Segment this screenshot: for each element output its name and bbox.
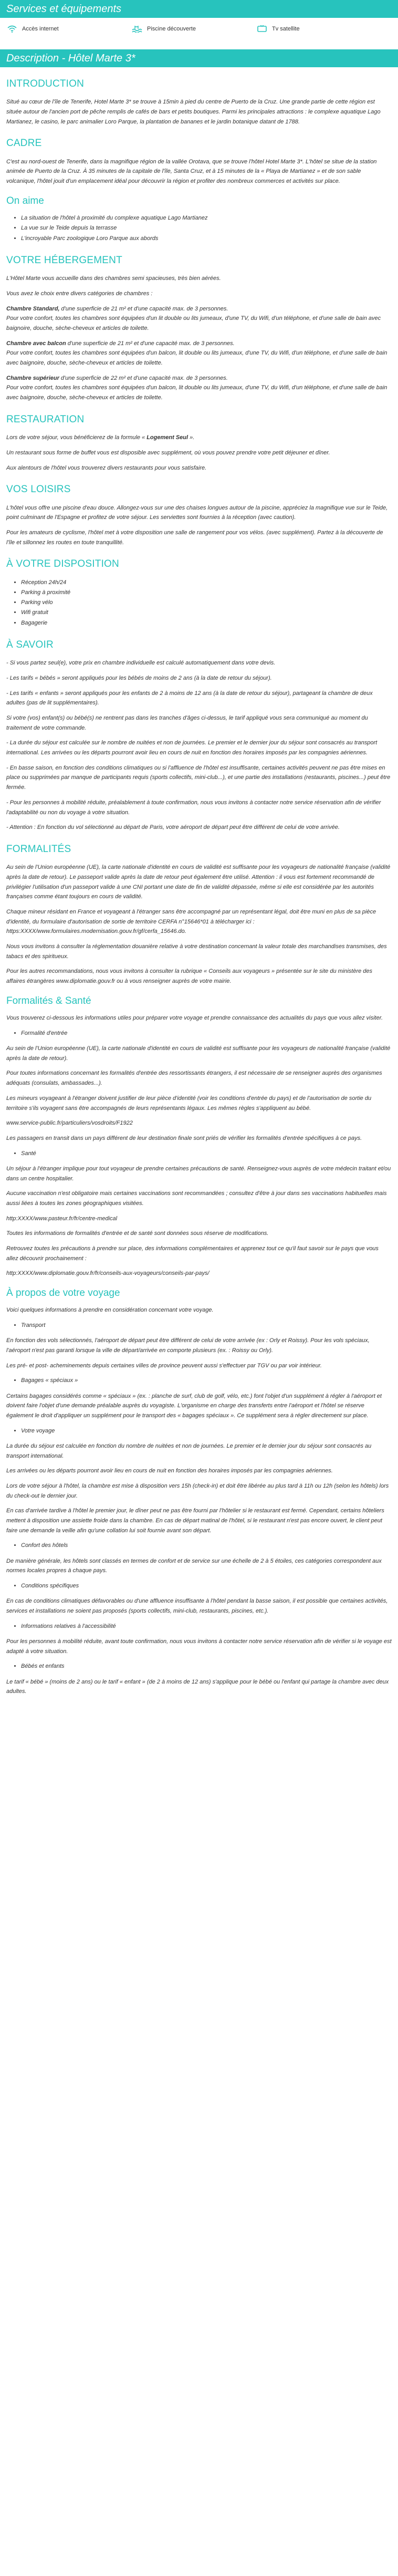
propos-text: De manière générale, les hôtels sont classés en termes de confort et de service sur une échelle de 2 à 5 étoiles, ces catégories correspondent aux normes locales propres à chaque pays.: [6, 1557, 382, 1574]
list-item: • Confort des hôtels: [21, 1541, 392, 1551]
cadre-text: C'est au nord-ouest de Tenerife, dans la magnifique région de la vallée Orotava, que se trouve l'hôtel Hotel Marte 3*. L'hôtel se situe de la station animée de Puerto de la Cruz. À 35 minutes de la capitale de l'île, Santa Cruz, et à 15 minutes de la « Playa de Martianez » et de son sable volcanique, l'hôtel jouit d'un emplacement idéal pour découvrir la région et profiter des nombreux commerces et activités sur place.: [6, 158, 377, 185]
sante-list: [21, 1029, 392, 1038]
propos-text: Pour les personnes à mobilité réduite, avant toute confirmation, nous vous invitons à contacter notre service réservation afin de vérifier si le voyage est adapté à votre situation.: [6, 1638, 392, 1655]
tv-icon: [256, 25, 268, 33]
propos-list: [21, 1376, 392, 1386]
list-item: • Wifi gratuit: [21, 608, 392, 618]
restauration-text: Un restaurant sous forme de buffet vous est disposible avec supplément, où vous pouvez prendre votre petit déjeuner et dîner.: [6, 449, 330, 456]
list-item: • Parking vélo: [21, 598, 392, 608]
propos-text: Les arrivées ou les départs pourront avoir lieu en cours de nuit en fonction des horaires imposés par les compagnies aériennes.: [6, 1468, 333, 1474]
sante-text: Un séjour à l'étranger implique pour tout voyageur de prendre certaines précautions de santé. Renseignez-vous auprès de votre médecin traitant et/ou dans un centre hospitalier.: [6, 1165, 391, 1182]
room-size: d'une superficie de 22 m² et d'une capacité max. de 3 personnes.: [59, 375, 228, 381]
propos-text: La durée du séjour est calculée en fonction du nombre de nuitées et non de journées. Le premier et le dernier jour du séjour sont consacrés au transport international.: [6, 1442, 372, 1459]
list-item: • La vue sur le Teide depuis la terrasse: [21, 223, 392, 233]
formalites-text: Au sein de l'Union européenne (UE), la carte nationale d'identité en cours de validité est suffisante pour les voyageurs de nationalité française (validité après la date de retour). Le passeport valide après la date de retour peut également être utilisé. Attention : il vous est fortement recommandé de privilégier l'utilisation d'un passeport valide à une CNI portant une date de fin de validité dépassée, même si elle est considérée par les autorités françaises comme étant toujours en cours de validité.: [6, 864, 391, 900]
sante-heading: Formalités & Santé: [6, 995, 91, 1006]
equipment-item-tv: [256, 24, 381, 34]
list-item: • Transport: [21, 1321, 392, 1331]
propos-list: [21, 1622, 392, 1632]
list-item: • Santé: [21, 1149, 392, 1159]
savoir-text: - Les tarifs « bébés » seront appliqués pour les bébés de moins de 2 ans (à la date de retour du séjour).: [6, 674, 272, 681]
loisirs-text: L'hôtel vous offre une piscine d'eau douce. Allongez-vous sur une des chaises longues autour de la piscine, appréciez la magnifique vue sur le Teide, point culminant de l'Espagne et profitez de votre séjour. Les serviettes sont fournies à la réception (avec caution).: [6, 504, 388, 521]
restauration-heading: RESTAURATION: [6, 413, 85, 425]
formalites-text: Pour les autres recommandations, nous vous invitons à consulter la rubrique « Conseils aux voyageurs » présentée sur le site du ministère des affaires étrangères www.diplomatie.gouv.fr ou à vous renseigner auprès de votre mairie.: [6, 968, 373, 985]
sante-link[interactable]: http:XXXX/www.pasteur.fr/fr/centre-medical: [6, 1215, 118, 1222]
room-size: d'une superficie de 21 m² et d'une capacité max. de 3 personnes.: [59, 305, 228, 312]
description-header: Description - Hôtel Marte 3*: [0, 49, 398, 67]
propos-heading: À propos de votre voyage: [6, 1287, 120, 1299]
propos-text: Les pré- et post- acheminements depuis certaines villes de province peuvent aussi s'effectuer par TGV ou par voir intérieur.: [6, 1362, 322, 1369]
equipment-label: Piscine découverte: [147, 25, 196, 32]
list-item: • Bébés et enfants: [21, 1661, 392, 1671]
propos-text: En cas d'arrivée tardive à l'hôtel le premier jour, le dîner peut ne pas être fourni par l'hôtelier si le restaurant est fermé. Cependant, certains hôteliers mettent à disposition une assiette froide dans la chambre. En cas de départ matinal de l'hôtel, si le restaurant n'est pas encore ouvert, le client peut faire une demande la veille afin qu'une collation lui soit fournie avant son départ.: [6, 1508, 384, 1534]
sante-text: Au sein de l'Union européenne (UE), la carte nationale d'identité en cours de validité est suffisante pour les voyageurs de nationalité française (validité après la date de retour).: [6, 1045, 391, 1062]
hebergement-heading: VOTRE HÉBERGEMENT: [6, 254, 122, 266]
savoir-text: - Les tarifs « enfants » seront appliqués pour les enfants de 2 à moins de 12 ans (à la date de retour du séjour), partageant la chambre de deux adultes (pas de lit supplémentaires).: [6, 690, 373, 707]
list-item: • La situation de l'hôtel à proximité du complexe aquatique Lago Martianez: [21, 213, 392, 223]
room-size: d'une superficie de 21 m² et d'une capacité max. de 3 personnes.: [66, 340, 235, 347]
savoir-text: - Pour les personnes à mobilité réduite, préalablement à toute confirmation, nous vous invitons à contacter notre service réservation afin de vérifier l'adaptabilité ou non du voyage à votre situation.: [6, 799, 381, 816]
sante-list: [21, 1149, 392, 1159]
propos-text: En cas de conditions climatiques défavorables ou d'une affluence insuffisante à l'hôtel pendant la basse saison, il est possible que certaines activités, services et installations ne soient pas proposés (sports collectifs, mini-club, restaurants, piscines, etc.).: [6, 1598, 388, 1614]
room-description: Pour votre confort, toutes les chambres sont équipées d'un lit double ou lits jumeaux, d'une TV, du Wifi, d'un téléphone, et d'une salle de bain avec baignoire, douche, sèche-cheveux et articles de toilette.: [6, 315, 381, 331]
restauration-text-c: ».: [188, 434, 195, 441]
list-item: • Bagagerie: [21, 618, 392, 628]
room-balcony: [6, 339, 392, 368]
list-item: • Conditions spécifiques: [21, 1581, 392, 1591]
propos-text: Lors de votre séjour à l'hôtel, la chambre est mise à disposition vers 15h (check-in) et doit être libérée au plus tard à 11h ou 12h (selon les hôtels) lors du check-out le dernier jour.: [6, 1482, 389, 1499]
services-header: Services et équipements: [0, 0, 398, 18]
propos-list: [21, 1426, 392, 1436]
savoir-text: - Attention : En fonction du vol sélectionné au départ de Paris, votre aéroport de départ peut être différent de celui de votre arrivée.: [6, 824, 340, 831]
savoir-text: - La durée du séjour est calculée sur le nombre de nuitées et non de journées. Le premier et le dernier jour du séjour sont consacrés au transport international. Les arrivées ou les départs pourront avoir lieu en cours de nuit en fonction des horaires imposés par les compagnies aériennes.: [6, 740, 378, 756]
intro-text: Situé au cœur de l'île de Tenerife, Hotel Marte 3* se trouve à 15min à pied du centre de Puerto de la Cruz. Une grande partie de cette région est située autour de l'ancien port de pêche remplis de cafés de bars et petits boutiques. Parmi les principales attractions : le complexe aquatique Lago Martianez, le casino, le parc animalier Loro Parque, la plantation de bananes et le jardin botanique datant de 1788.: [6, 99, 381, 125]
aime-heading: On aime: [6, 195, 44, 206]
intro-heading: INTRODUCTION: [6, 78, 85, 89]
formalites-text: Chaque mineur résidant en France et voyageant à l'étranger sans être accompagné par un représentant légal, doit être muni en plus de sa pièce d'identité, du formulaire d'autorisation de sortie de territoire CERFA n°15646*01 à télécharger ici : https:XXXX/www.formulaires.modernisation.gouv.fr/gf/cerfa_15646.do.: [6, 908, 376, 935]
propos-list: [21, 1581, 392, 1591]
sante-text: Les passagers en transit dans un pays différent de leur destination finale sont priés de vérifier les formalités d'entrée spécifiques à ce pays.: [6, 1135, 362, 1141]
formalites-heading: FORMALITÉS: [6, 843, 71, 855]
loisirs-text: Pour les amateurs de cyclisme, l'hôtel met à votre disposition une salle de rangement pour vos vélos. (avec supplément). Partez à la découverte de l'île et sillonnez les routes en toute tranquillité.: [6, 529, 383, 546]
dispo-heading: À VOTRE DISPOSITION: [6, 558, 119, 570]
propos-text: Voici quelques informations à prendre en considération concernant votre voyage.: [6, 1307, 214, 1314]
propos-list: [21, 1321, 392, 1331]
equipment-item-wifi: [6, 24, 131, 34]
room-title: Chambre Standard,: [6, 305, 60, 312]
list-item: • Votre voyage: [21, 1426, 392, 1436]
propos-list: [21, 1661, 392, 1671]
equipment-item-pool: [131, 24, 256, 34]
savoir-text: - En basse saison, en fonction des conditions climatiques ou si l'affluence de l'hôtel est insuffisante, certaines activités peuvent ne pas être mises en place ou supprimées par manque de participants requis (sports collectifs, mini-club...), et une partie des installations (restaurants, piscines...) peut être fermée.: [6, 764, 391, 791]
sante-text: Pour toutes informations concernant les formalités d'entrée des ressortissants étrangers, il est nécessaire de se renseigner auprès des organismes adéquats (consulats, ambassades...).: [6, 1070, 382, 1087]
restauration-text-a: Lors de votre séjour, vous bénéficierez de la formule «: [6, 434, 147, 441]
cadre-heading: CADRE: [6, 138, 42, 149]
aime-list: [21, 213, 392, 244]
sante-link[interactable]: www.service-public.fr/particuliers/vosdroits/F1922: [6, 1120, 133, 1127]
list-item: • Bagages « spéciaux »: [21, 1376, 392, 1386]
loisirs-heading: VOS LOISIRS: [6, 484, 71, 495]
savoir-heading: À SAVOIR: [6, 639, 54, 650]
formalites-text: Nous vous invitons à consulter la réglementation douanière relative à votre destination concernant la valeur totale des marchandises transmises, des tabacs et des spiritueux.: [6, 943, 387, 960]
room-title: Chambre supérieur: [6, 375, 59, 381]
wifi-icon: [6, 25, 18, 33]
hebergement-text: Vous avez le choix entre divers catégories de chambres :: [6, 290, 153, 297]
equipment-label: Tv satellite: [272, 25, 300, 32]
room-title: Chambre avec balcon: [6, 340, 66, 347]
sante-text: Retrouvez toutes les précautions à prendre sur place, des informations complémentaires et apprenez tout ce qu'il faut savoir sur le pays que vous allez découvrir prochainement :: [6, 1245, 379, 1262]
hebergement-text: L'Hôtel Marte vous accueille dans des chambres semi spacieuses, très bien aérées.: [6, 275, 221, 282]
restauration-text: [6, 433, 392, 443]
list-item: • Informations relatives à l'accessibilité: [21, 1622, 392, 1632]
propos-text: Le tarif « bébé » (moins de 2 ans) ou le tarif « enfant » (de 2 à moins de 12 ans) s'applique pour le bébé ou l'enfant qui partage la chambre avec deux adultes.: [6, 1678, 389, 1695]
savoir-text: Si votre (vos) enfant(s) ou bébé(s) ne rentrent pas dans les tranches d'âges ci-dessus, le tarif appliqué vous sera communiqué au moment du traitement de votre commande.: [6, 715, 368, 731]
description-content: [0, 76, 398, 1697]
list-item: • Formalité d'entrée: [21, 1029, 392, 1038]
propos-text: Certains bagages considérés comme « spéciaux » (ex. : planche de surf, club de golf, vélo, etc.) font l'objet d'un supplément à régler à l'aéroport et doivent faire l'objet d'une demande préalable auprès du voyagiste. L'organisme en charge des transferts entre l'aéroport et l'hôtel se réserve également le droit d'appliquer un supplément pour le transport des « bagages spéciaux ». Ce supplément sera à régler directement sur place.: [6, 1393, 382, 1419]
sante-text: Les mineurs voyageant à l'étranger doivent justifier de leur pièce d'identité (voir les conditions d'entrée du pays) et de l'autorisation de sortie du territoire s'ils voyagent sans être accompagnés de leurs représentants légaux. Les mêmes règles s'appliquent au bébé.: [6, 1095, 372, 1112]
propos-list: [21, 1541, 392, 1551]
propos-text: En fonction des vols sélectionnés, l'aéroport de départ peut être différent de celui de votre arrivée (ex : Orly et Roissy). Pour les vols spéciaux, l'aéroport n'est pas garanti lorsque la ville de départ/arrivée en comporte plusieurs (ex. : Roissy ou Orly).: [6, 1337, 370, 1354]
equipment-label: Accès internet: [22, 25, 59, 32]
list-item: • Réception 24h/24: [21, 578, 392, 588]
sante-text: Toutes les informations de formalités d'entrée et de santé sont données sous réserve de modifications.: [6, 1230, 269, 1237]
equipment-list: [0, 18, 398, 40]
room-superior: [6, 373, 392, 403]
sante-text: Vous trouverez ci-dessous les informations utiles pour préparer votre voyage et prendre connaissance des actualités du pays que vous allez visiter.: [6, 1015, 383, 1022]
pool-icon: [131, 25, 143, 33]
dispo-list: [21, 578, 392, 628]
list-item: • L'incroyable Parc zoologique Loro Parque aux abords: [21, 234, 392, 244]
sante-text: Aucune vaccination n'est obligatoire mais certaines vaccinations sont recommandées ; consultez d'être à jour dans ses vaccinations habituelles mais aussi liées à toutes les zones géographiques visitées.: [6, 1190, 387, 1207]
savoir-text: - Si vous partez seul(e), votre prix en chambre individuelle est calculé automatiquement dans votre devis.: [6, 660, 276, 667]
restauration-text: Aux alentours de l'hôtel vous trouverez divers restaurants pour vous satisfaire.: [6, 464, 207, 471]
room-standard: [6, 304, 392, 334]
restauration-formula: Logement Seul: [146, 434, 188, 441]
room-description: Pour votre confort, toutes les chambres sont équipées d'un balcon, lit double ou lits jumeaux, d'une TV, du Wifi, d'un téléphone, et d'une salle de bain avec baignoire, douche, sèche-cheveux et articles de toilette.: [6, 385, 387, 401]
list-item: • Parking à proximité: [21, 588, 392, 598]
sante-link[interactable]: http:XXXX/www.diplomatie.gouv.fr/fr/conseils-aux-voyageurs/conseils-par-pays/: [6, 1270, 210, 1277]
room-description: Pour votre confort, toutes les chambres sont équipées d'un balcon, lit double ou lits jumeaux, d'une TV, du Wifi, d'un téléphone, et d'une salle de bain avec baignoire, douche, sèche-cheveux et articles de toilette.: [6, 350, 387, 367]
